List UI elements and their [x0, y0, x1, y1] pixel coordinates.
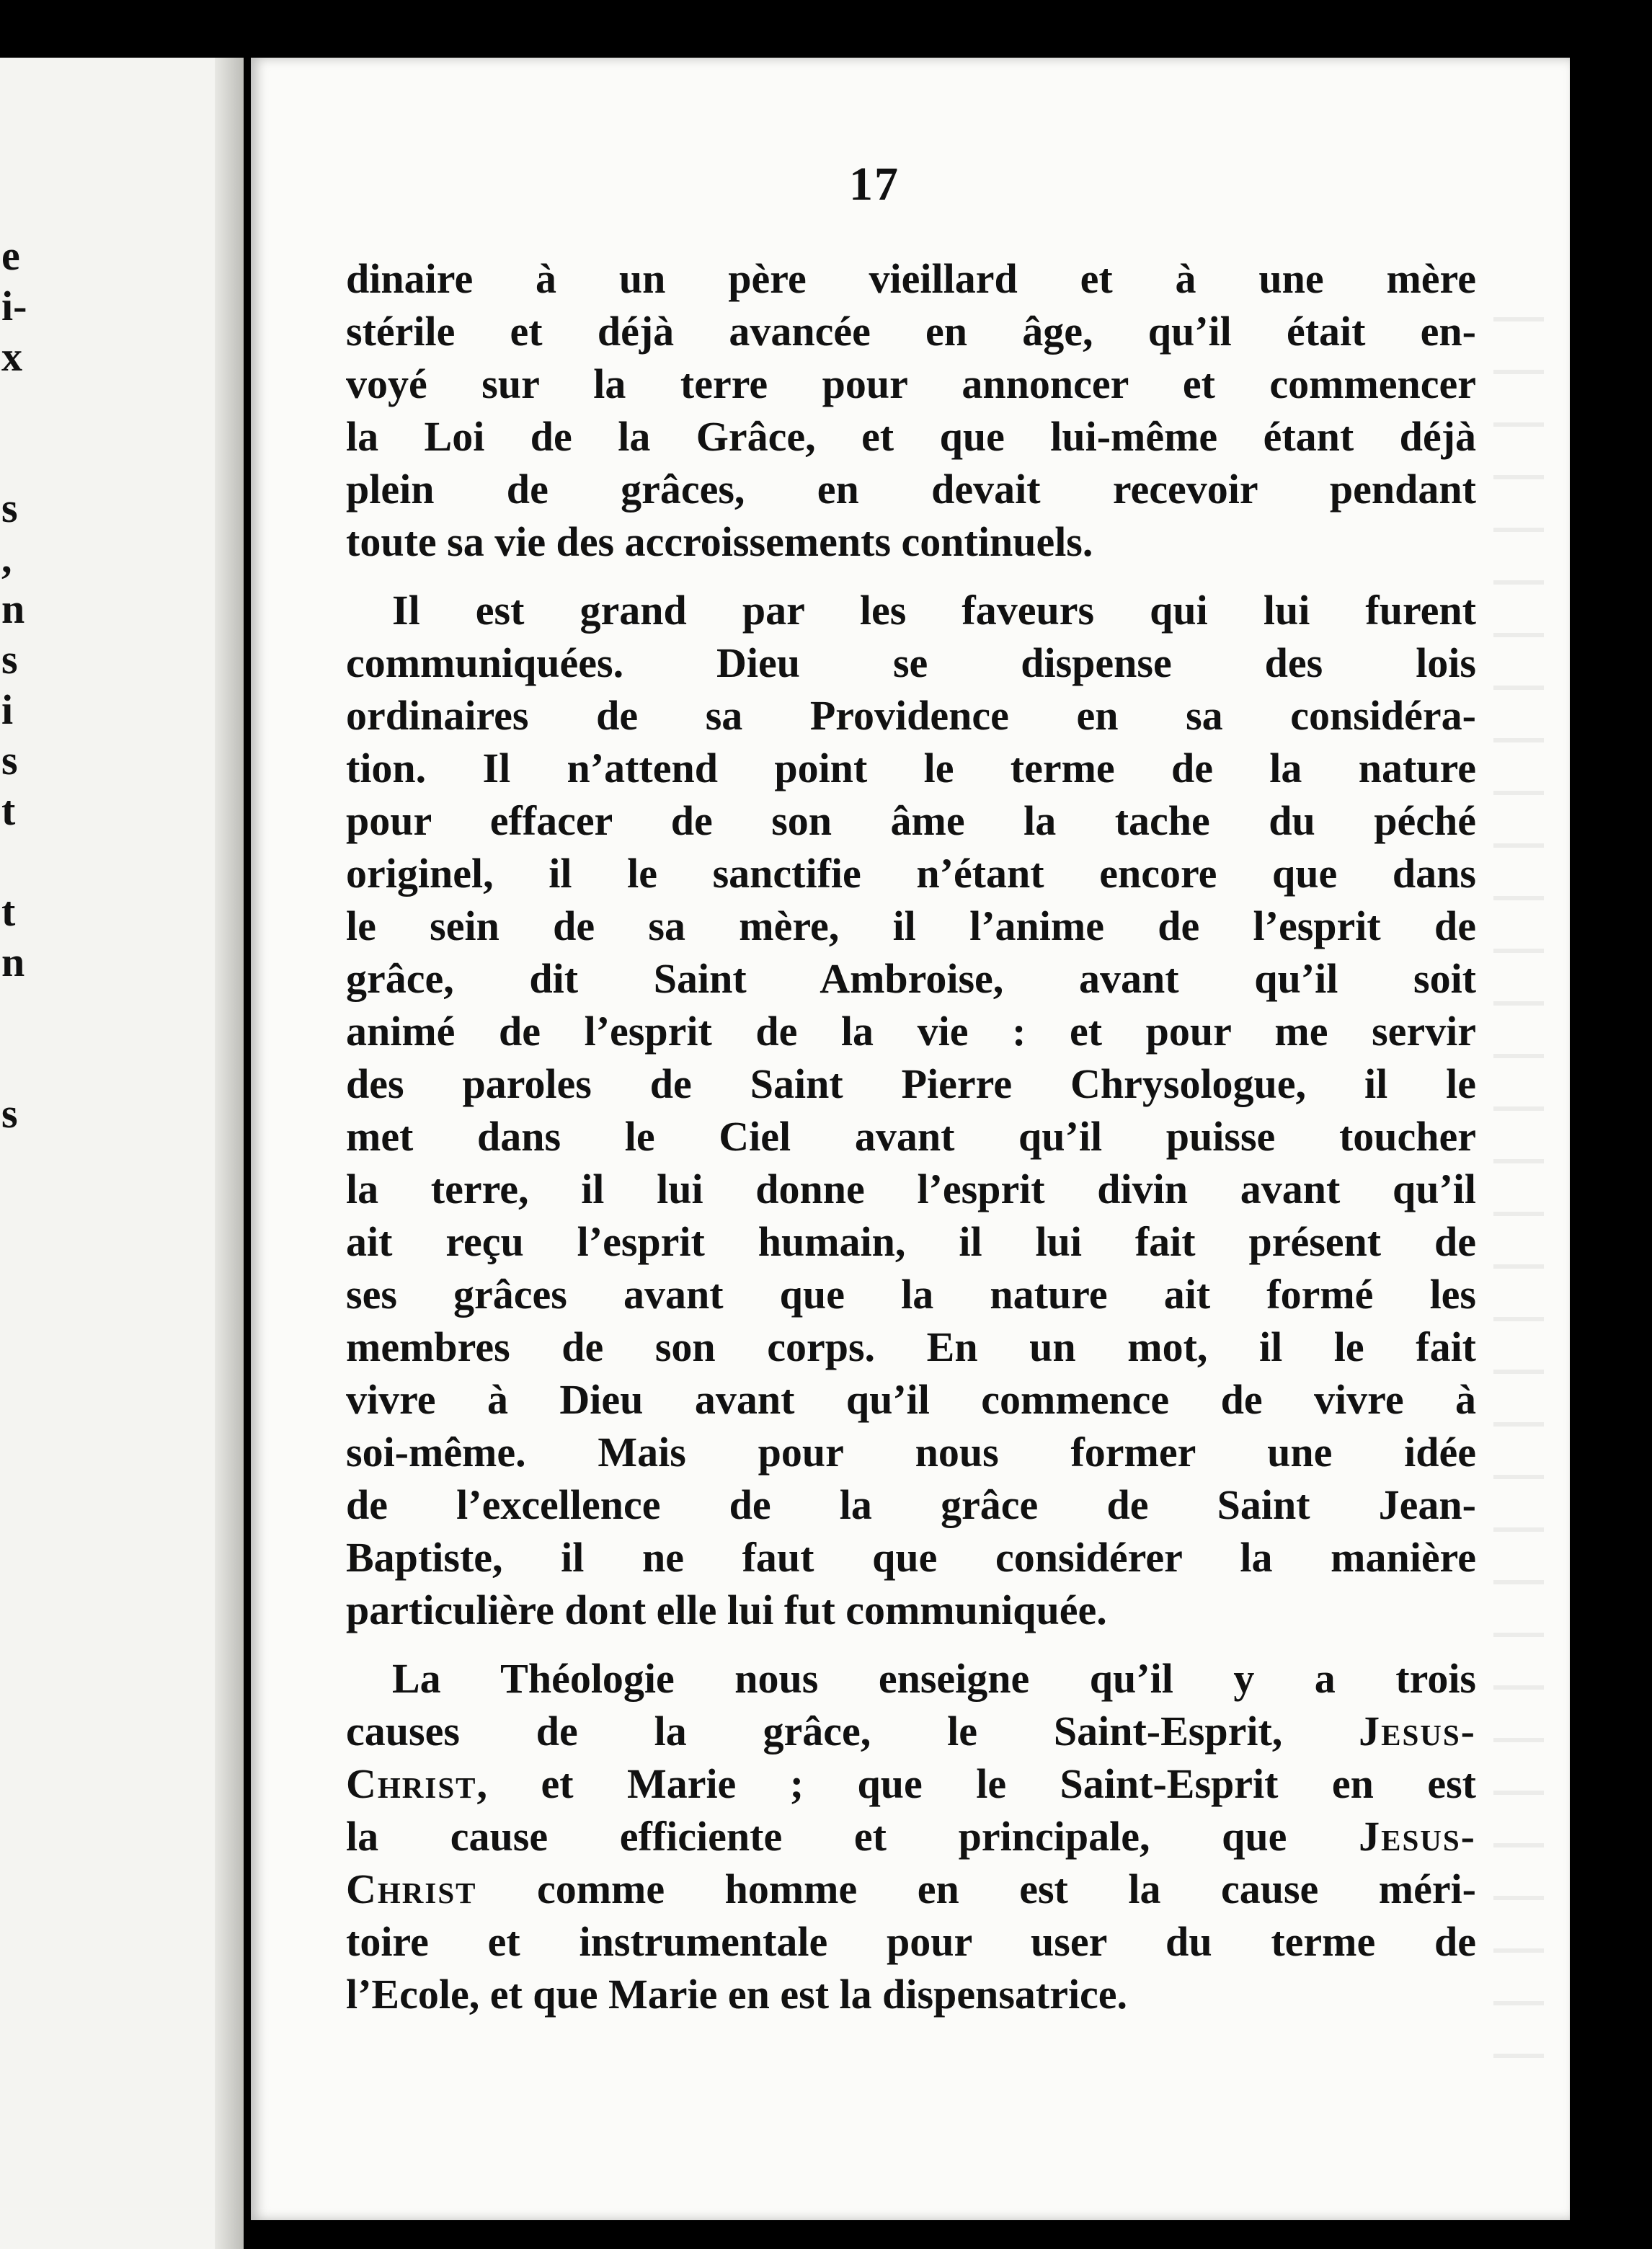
left-edge-letter: [1, 836, 45, 887]
page-fold-shadow: [215, 58, 244, 2249]
page-body-text: [346, 252, 1476, 2020]
left-edge-letter: e: [1, 232, 20, 279]
text-line: communiquées. Dieu se dispense des lois: [346, 639, 1476, 686]
page-number: 17: [849, 158, 900, 210]
text-line: particulière dont elle lui fut communiquée.: [346, 1587, 1107, 1633]
left-edge-letter: t: [1, 787, 16, 834]
text-line: le sein de sa mère, il l’anime de l’esprit de: [346, 902, 1476, 949]
text-line: la terre, il lui donne l’esprit divin avant qu’il: [346, 1166, 1476, 1212]
left-edge-letter: [1, 432, 45, 483]
left-page-cut-text: [1, 231, 45, 1139]
left-edge-letter: x: [1, 333, 22, 380]
text-line: Baptiste, il ne faut que considérer la manière: [346, 1534, 1476, 1581]
paragraph-gap: [346, 1636, 1476, 1652]
text-line: vivre à Dieu avant qu’il commence de vivre à: [346, 1376, 1476, 1423]
text-line: membres de son corps. En un mot, il le fait: [346, 1323, 1476, 1370]
left-edge-letter: n: [1, 939, 25, 985]
text-line: originel, il le sanctifie n’étant encore que dans: [346, 850, 1476, 897]
text-line: la Loi de la Grâce, et que lui-même étant déjà: [346, 413, 1476, 460]
left-edge-letter: i-: [1, 283, 27, 329]
text-line: La Théologie nous enseigne qu’il y a trois: [392, 1655, 1476, 1702]
left-edge-letter: s: [1, 636, 18, 683]
text-run: la cause efficiente et principale, que: [346, 1813, 1359, 1860]
text-line: grâce, dit Saint Ambroise, avant qu’il soit: [346, 955, 1476, 1002]
text-line: tion. Il n’attend point le terme de la nature: [346, 745, 1476, 791]
paragraph: [346, 1652, 1476, 2020]
left-edge-letter: s: [1, 1090, 18, 1137]
show-through-marks: [1493, 274, 1544, 2076]
text-run: comme homme en est la cause méri-: [476, 1866, 1476, 1912]
left-page-fragment: [0, 58, 244, 2249]
text-line: [346, 1810, 1476, 1863]
left-edge-letter: s: [1, 737, 18, 784]
text-line: toute sa vie des accroissements continuels.: [346, 518, 1093, 565]
left-edge-letter: t: [1, 888, 16, 935]
text-line: animé de l’esprit de la vie : et pour me servir: [346, 1008, 1476, 1055]
text-line: voyé sur la terre pour annoncer et commencer: [346, 360, 1476, 407]
text-line: met dans le Ciel avant qu’il puisse toucher: [346, 1113, 1476, 1160]
text-line: plein de grâces, en devait recevoir pendant: [346, 466, 1476, 513]
text-line: stérile et déjà avancée en âge, qu’il était en-: [346, 308, 1476, 355]
small-caps-word: Christ: [346, 1760, 477, 1807]
paragraph: [346, 252, 1476, 568]
text-line: ses grâces avant que la nature ait formé les: [346, 1271, 1476, 1318]
text-line: pour effacer de son âme la tache du péché: [346, 797, 1476, 844]
left-edge-letter: i: [1, 686, 14, 733]
text-line: toire et instrumentale pour user du terme de: [346, 1918, 1476, 1965]
left-edge-letter: s: [1, 484, 18, 531]
text-line: dinaire à un père vieillard et à une mère: [346, 255, 1476, 302]
text-line: ait reçu l’esprit humain, il lui fait présent de: [346, 1218, 1476, 1265]
text-line: [346, 1705, 1476, 1757]
left-edge-letter: [1, 1038, 45, 1088]
text-line: de l’excellence de la grâce de Saint Jean-: [346, 1481, 1476, 1528]
left-edge-letter: [1, 382, 45, 432]
text-line: soi-même. Mais pour nous former une idée: [346, 1429, 1476, 1476]
book-page: [251, 58, 1570, 2220]
left-edge-letter: [1, 988, 45, 1038]
text-run: causes de la grâce, le Saint-Esprit,: [346, 1708, 1359, 1755]
text-line: l’Ecole, et que Marie en est la dispensatrice.: [346, 1971, 1128, 2018]
paragraph-gap: [346, 568, 1476, 584]
paragraph: [346, 584, 1476, 1636]
left-edge-letter: ,: [1, 535, 12, 582]
text-run: , et Marie ; que le Saint-Esprit en est: [476, 1760, 1476, 1807]
left-edge-letter: n: [1, 585, 25, 632]
text-line: des paroles de Saint Pierre Chrysologue, il le: [346, 1060, 1476, 1107]
small-caps-word: Jesus-: [1359, 1813, 1476, 1860]
text-line: Il est grand par les faveurs qui lui furent: [392, 587, 1476, 634]
small-caps-word: Christ: [346, 1866, 477, 1912]
text-line: [346, 1863, 1476, 1915]
text-line: ordinaires de sa Providence en sa considéra-: [346, 692, 1476, 739]
small-caps-word: Jesus-: [1359, 1708, 1476, 1755]
text-line: [346, 1757, 1476, 1810]
